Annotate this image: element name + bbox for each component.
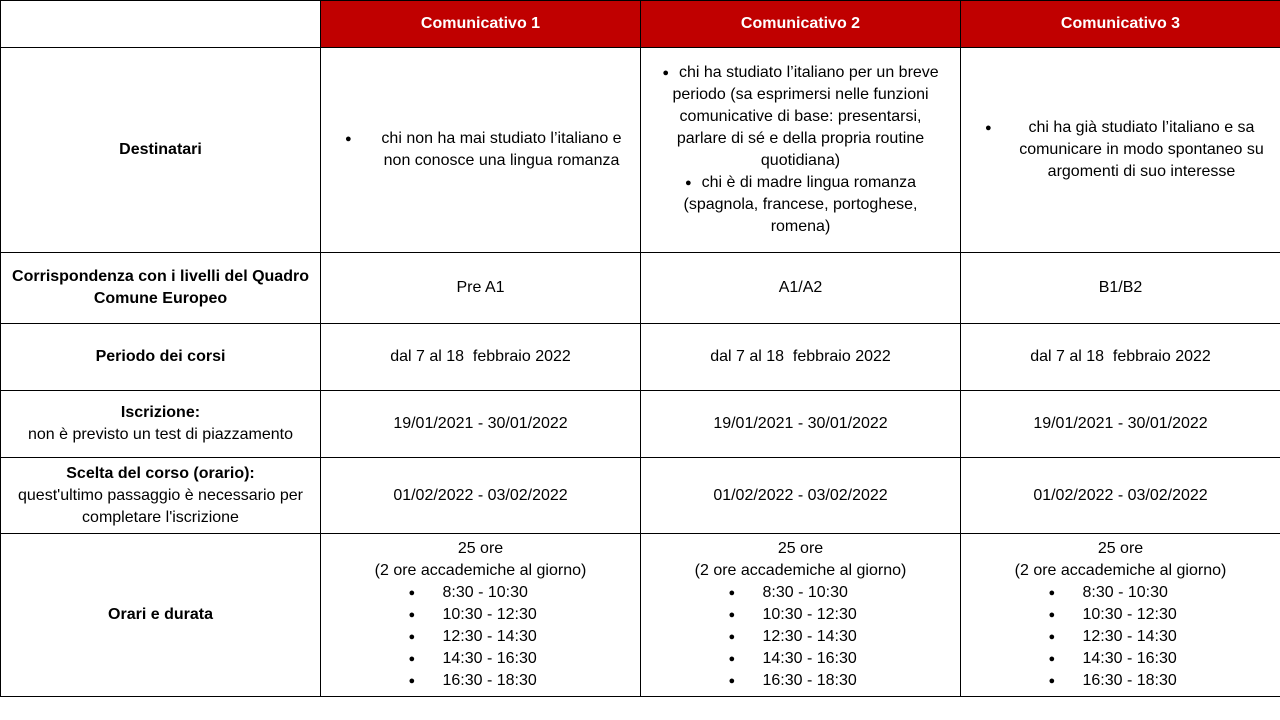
scelta-title: Scelta del corso (orario):	[66, 464, 255, 482]
row-label-iscrizione	[1, 391, 321, 458]
column-header-2: Comunicativo 2	[641, 1, 961, 48]
time-slot-list	[641, 582, 960, 692]
time-slot	[321, 604, 640, 626]
row-livelli	[1, 253, 1280, 324]
bullet-icon: ●	[728, 609, 736, 621]
bullet-icon: ●	[1048, 653, 1056, 665]
iscrizione-cell-1: 19/01/2021 - 30/01/2022	[321, 391, 641, 458]
bullet-icon: ●	[728, 653, 736, 665]
iscrizione-cell-3: 19/01/2021 - 30/01/2022	[961, 391, 1280, 458]
time-slot-text: 8:30 - 10:30	[1082, 584, 1168, 601]
orari-cell-1	[321, 534, 641, 697]
list-item-text: chi è di madre lingua romanza (spagnola, francese, portoghese, romena)	[683, 174, 918, 235]
time-slot-text: 10:30 - 12:30	[762, 606, 857, 623]
destinatari-cell-3	[961, 48, 1280, 253]
periodo-cell-1: dal 7 al 18 febbraio 2022	[321, 324, 641, 391]
time-slot	[961, 670, 1280, 692]
destinatari-list-3	[961, 117, 1280, 183]
time-slot-text: 12:30 - 14:30	[762, 628, 857, 645]
time-slot-text: 16:30 - 18:30	[1082, 672, 1177, 689]
list-item: ● chi ha già studiato l’italiano e sa comunicare in modo spontaneo su argomenti di suo interesse	[1017, 117, 1266, 183]
bullet-icon: ●	[662, 67, 669, 79]
time-slot-list	[961, 582, 1280, 692]
time-slot	[321, 648, 640, 670]
orari-cell-2	[641, 534, 961, 697]
time-slot-text: 16:30 - 18:30	[442, 672, 537, 689]
bullet-icon: ●	[408, 631, 416, 643]
orari-hours: 25 ore	[1097, 540, 1144, 557]
bullet-icon: ●	[408, 653, 416, 665]
time-slot-text: 14:30 - 16:30	[442, 650, 537, 667]
time-slot	[961, 626, 1280, 648]
row-label-periodo: Periodo dei corsi	[1, 324, 321, 391]
corner-cell	[1, 1, 321, 48]
time-slot-text: 16:30 - 18:30	[762, 672, 857, 689]
destinatari-list-1	[321, 128, 640, 172]
livelli-cell-2: A1/A2	[641, 253, 961, 324]
bullet-icon: ●	[1048, 631, 1056, 643]
time-slot-text: 10:30 - 12:30	[1082, 606, 1177, 623]
time-slot-text: 10:30 - 12:30	[442, 606, 537, 623]
row-destinatari	[1, 48, 1280, 253]
orari-hours: 25 ore	[777, 540, 824, 557]
periodo-cell-2: dal 7 al 18 febbraio 2022	[641, 324, 961, 391]
orari-cell-3	[961, 534, 1280, 697]
time-slot	[321, 670, 640, 692]
row-iscrizione	[1, 391, 1280, 458]
row-periodo	[1, 324, 1280, 391]
orari-hours: 25 ore	[457, 540, 504, 557]
time-slot	[961, 604, 1280, 626]
time-slot-list	[321, 582, 640, 692]
time-slot-text: 8:30 - 10:30	[442, 584, 528, 601]
row-label-livelli: Corrispondenza con i livelli del Quadro Comune Europeo	[1, 253, 321, 324]
list-item	[659, 62, 942, 172]
time-slot	[641, 626, 960, 648]
time-slot-text: 12:30 - 14:30	[442, 628, 537, 645]
time-slot	[641, 648, 960, 670]
list-item: ● chi non ha mai studiato l’italiano e non conosce una lingua romanza	[377, 128, 626, 172]
row-scelta	[1, 458, 1280, 534]
scelta-cell-2: 01/02/2022 - 03/02/2022	[641, 458, 961, 534]
time-slot-text: 8:30 - 10:30	[762, 584, 848, 601]
row-orari	[1, 534, 1280, 697]
livelli-cell-3: B1/B2	[961, 253, 1280, 324]
row-label-orari: Orari e durata	[1, 534, 321, 697]
header-row	[1, 1, 1280, 48]
destinatari-cell-1	[321, 48, 641, 253]
column-header-3: Comunicativo 3	[961, 1, 1280, 48]
bullet-icon: ●	[1048, 675, 1056, 687]
row-label-destinatari: Destinatari	[1, 48, 321, 253]
destinatari-list-2	[641, 62, 960, 238]
time-slot	[321, 626, 640, 648]
bullet-icon: ●	[728, 675, 736, 687]
time-slot	[641, 582, 960, 604]
time-slot	[321, 582, 640, 604]
time-slot-text: 14:30 - 16:30	[762, 650, 857, 667]
time-slot-text: 12:30 - 14:30	[1082, 628, 1177, 645]
time-slot	[961, 648, 1280, 670]
bullet-icon: ●	[1048, 587, 1056, 599]
time-slot	[641, 670, 960, 692]
bullet-icon: ●	[1048, 609, 1056, 621]
column-header-1: Comunicativo 1	[321, 1, 641, 48]
scelta-cell-3: 01/02/2022 - 03/02/2022	[961, 458, 1280, 534]
time-slot-text: 14:30 - 16:30	[1082, 650, 1177, 667]
periodo-cell-3: dal 7 al 18 febbraio 2022	[961, 324, 1280, 391]
orari-note: (2 ore accademiche al giorno)	[374, 562, 587, 579]
bullet-icon: ●	[408, 587, 416, 599]
bullet-icon: ●	[728, 587, 736, 599]
destinatari-cell-2	[641, 48, 961, 253]
bullet-icon: ●	[408, 675, 416, 687]
time-slot	[961, 582, 1280, 604]
scelta-cell-1: 01/02/2022 - 03/02/2022	[321, 458, 641, 534]
list-item	[659, 172, 942, 238]
livelli-cell-1: Pre A1	[321, 253, 641, 324]
iscrizione-title: Iscrizione:	[120, 404, 201, 421]
bullet-icon: ●	[685, 177, 692, 189]
iscrizione-cell-2: 19/01/2021 - 30/01/2022	[641, 391, 961, 458]
row-label-scelta	[1, 458, 321, 534]
scelta-subtitle: quest'ultimo passaggio è necessario per completare l'iscrizione	[18, 486, 303, 526]
iscrizione-subtitle: non è previsto un test di piazzamento	[27, 426, 294, 443]
time-slot	[641, 604, 960, 626]
bullet-icon: ●	[728, 631, 736, 643]
orari-note: (2 ore accademiche al giorno)	[1014, 562, 1227, 579]
bullet-icon: ●	[408, 609, 416, 621]
orari-note: (2 ore accademiche al giorno)	[694, 562, 907, 579]
list-item-text: chi ha studiato l’italiano per un breve periodo (sa esprimersi nelle funzioni comunicative di base: presentarsi, parlare di sé e della propria routine quotidiana)	[672, 64, 939, 169]
